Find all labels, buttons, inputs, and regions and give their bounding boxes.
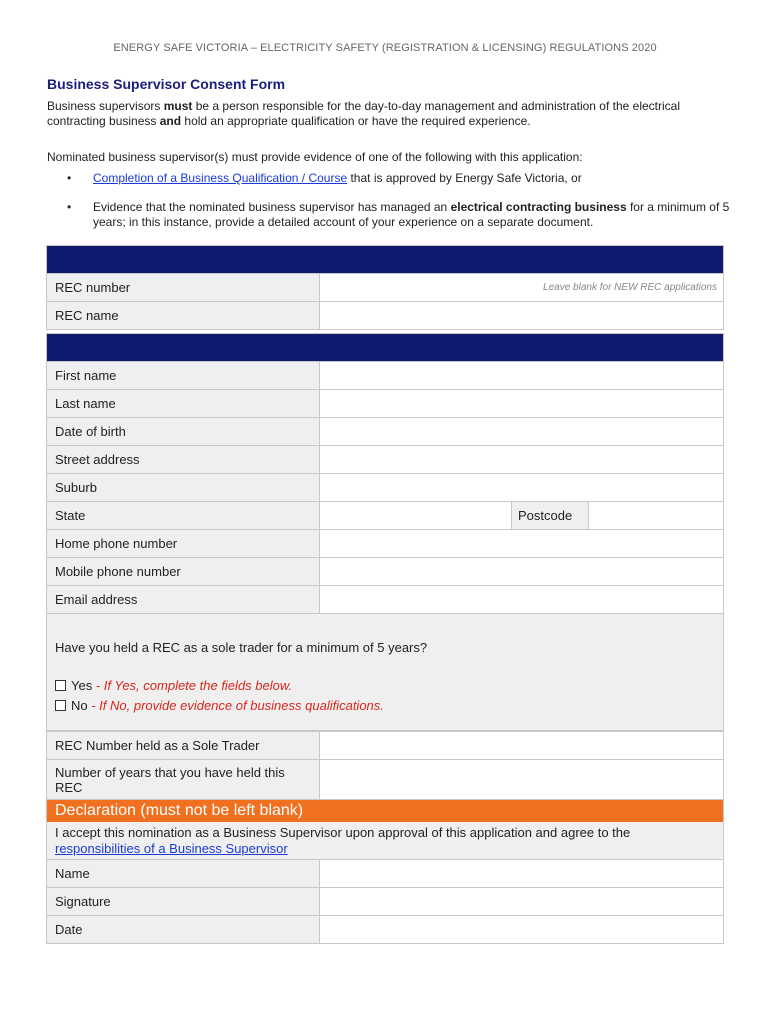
bullet-2-text-1: Evidence that the nominated business supervisor has managed an: [93, 200, 451, 214]
rec-details-table: [46, 245, 724, 330]
mobile-phone-label: Mobile phone number: [47, 558, 320, 586]
signature-field[interactable]: [320, 888, 724, 916]
sole-trader-rec-field[interactable]: [320, 732, 724, 760]
intro-text-1: Business supervisors: [47, 99, 164, 113]
first-name-label: First name: [47, 362, 320, 390]
rec-number-label: REC number: [47, 274, 320, 302]
table-row: [47, 362, 724, 390]
table-row: [47, 732, 724, 760]
suburb-field[interactable]: [320, 474, 724, 502]
date-field[interactable]: [320, 916, 724, 944]
postcode-label: Postcode: [512, 502, 589, 530]
table-row: [47, 888, 724, 916]
first-name-field[interactable]: [320, 362, 724, 390]
postcode-field[interactable]: [589, 502, 724, 530]
yes-label: Yes: [71, 678, 93, 693]
state-label: State: [47, 502, 320, 530]
signature-label: Signature: [47, 888, 320, 916]
street-address-label: Street address: [47, 446, 320, 474]
yes-note: - If Yes, complete the fields below.: [92, 678, 293, 693]
date-label: Date: [47, 916, 320, 944]
dob-label: Date of birth: [47, 418, 320, 446]
personal-details-table: [46, 333, 724, 614]
intro-and: and: [159, 114, 182, 128]
years-held-field[interactable]: [320, 760, 724, 800]
rec-name-field[interactable]: [320, 302, 724, 330]
nominated-instructions: Nominated business supervisor(s) must provide evidence of one of the following with this application:: [47, 150, 583, 164]
bullet-2-bold: electrical contracting business: [450, 200, 627, 214]
declaration-statement: I accept this nomination as a Business Supervisor upon approval of this application and agree to the: [55, 825, 631, 840]
section-bar: [47, 334, 724, 362]
sole-trader-rec-label: REC Number held as a Sole Trader: [47, 732, 320, 760]
last-name-field[interactable]: [320, 390, 724, 418]
table-row: [47, 760, 724, 800]
bullet-2-text-2: for a minimum of 5 years; in this instance, provide a detailed account of your experience on a separate document.: [93, 200, 730, 229]
rec-number-field[interactable]: Leave blank for NEW REC applications: [320, 274, 724, 302]
table-row: [47, 916, 724, 944]
intro-must: must: [163, 99, 193, 113]
list-item: [47, 171, 737, 186]
state-field[interactable]: [320, 502, 512, 530]
section-bar: [47, 246, 724, 274]
declaration-heading: Declaration (must not be left blank): [47, 800, 723, 822]
dob-field[interactable]: [320, 418, 724, 446]
home-phone-label: Home phone number: [47, 530, 320, 558]
document-header: ENERGY SAFE VICTORIA – ELECTRICITY SAFETY (REGISTRATION & LICENSING) REGULATIONS 2020: [113, 42, 657, 54]
declaration-table: [46, 859, 724, 944]
street-address-field[interactable]: [320, 446, 724, 474]
table-row: [47, 558, 724, 586]
table-row: [47, 530, 724, 558]
table-row: [47, 418, 724, 446]
table-row: [47, 860, 724, 888]
sole-trader-section: [46, 613, 724, 731]
mobile-phone-field[interactable]: [320, 558, 724, 586]
yes-checkbox[interactable]: [55, 680, 66, 691]
declaration-text: [47, 822, 723, 860]
intro-text-3: hold an appropriate qualification or have the required experience.: [181, 114, 531, 128]
no-label: No: [71, 698, 88, 713]
no-checkbox[interactable]: [55, 700, 66, 711]
table-row: [47, 502, 724, 530]
no-note: - If No, provide evidence of business qualifications.: [87, 698, 384, 713]
name-field[interactable]: [320, 860, 724, 888]
list-item: [47, 200, 737, 230]
business-qualification-link[interactable]: Completion of a Business Qualification / Course: [93, 171, 348, 185]
rec-name-label: REC name: [47, 302, 320, 330]
last-name-label: Last name: [47, 390, 320, 418]
table-row: [47, 446, 724, 474]
email-label: Email address: [47, 586, 320, 614]
sole-trader-table: [46, 731, 724, 800]
intro-text-2: be a person responsible for the day-to-day management and administration of the electrical contracting business: [47, 99, 681, 128]
table-row: [47, 390, 724, 418]
years-held-label: Number of years that you have held this REC: [47, 760, 320, 800]
sole-trader-question: Have you held a REC as a sole trader for a minimum of 5 years?: [55, 640, 428, 655]
table-row: [47, 586, 724, 614]
email-field[interactable]: [320, 586, 724, 614]
intro-paragraph: [47, 99, 727, 129]
suburb-label: Suburb: [47, 474, 320, 502]
form-title: Business Supervisor Consent Form: [47, 76, 286, 92]
yes-option[interactable]: [55, 678, 292, 693]
table-row: [47, 474, 724, 502]
no-option[interactable]: [55, 698, 384, 713]
responsibilities-link[interactable]: responsibilities of a Business Supervisor: [55, 841, 288, 856]
home-phone-field[interactable]: [320, 530, 724, 558]
bullet-icon: •: [67, 171, 72, 185]
declaration-section: [46, 799, 724, 861]
bullet-1-text: that is approved by Energy Safe Victoria, or: [347, 171, 582, 185]
table-row: [47, 302, 724, 330]
table-row: [47, 274, 724, 302]
name-label: Name: [47, 860, 320, 888]
evidence-list: [47, 171, 737, 244]
bullet-icon: •: [67, 200, 72, 214]
